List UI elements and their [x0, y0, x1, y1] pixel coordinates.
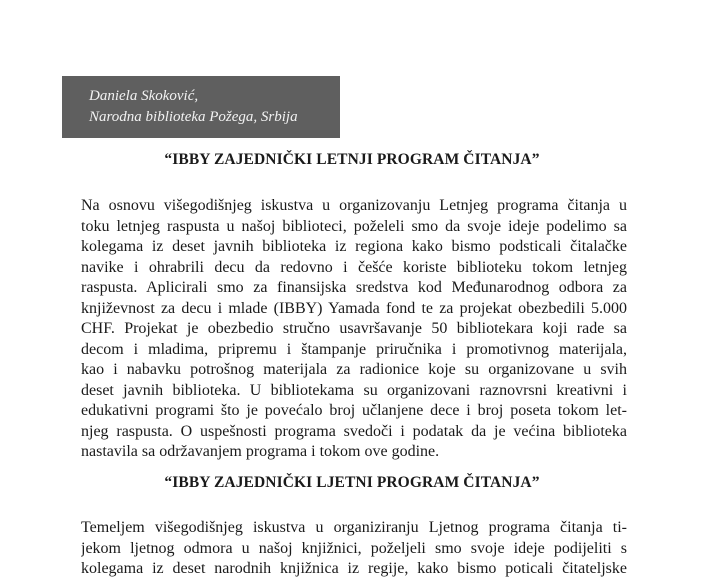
author-affiliation: Narodna biblioteka Požega, Srbija [89, 109, 298, 125]
section-heading: “IBBY ZAJEDNIČKI LJETNI PROGRAM ČITANJA” [164, 474, 540, 491]
paragraph-line: nastavila sa održavanjem programa i tokom ove godine. [81, 443, 440, 460]
paragraph-line: Temeljem višegodišnjeg iskustva u organiziranju Ljetnog programa čitanja ti- [81, 519, 627, 536]
section-paragraph [81, 518, 627, 580]
paragraph-line: kolegama iz deset narodnih knjižnica iz regije, kako bismo poticali čitateljske [81, 560, 627, 577]
paragraph-line: deset javnih biblioteka. U bibliotekama su organizovani raznovrsni kreativni i [81, 381, 627, 399]
paragraph-line: CHF. Projekat je obezbedio stručno usavršavanje 50 bibliotekara koji rade sa [81, 320, 627, 337]
paragraph-line: toku letnjeg raspusta u našoj biblioteci, poželeli smo da svoje ideje podelimo sa [81, 217, 627, 235]
paragraph-line: decom i mladima, pripremu i štampanje priručnika i promotivnog materijala, [81, 340, 627, 358]
paragraph-line: jekom ljetnog odmora u našoj knjižnici, poželjeli smo svoje ideje podijeliti s [81, 539, 627, 557]
author-box [62, 76, 340, 138]
paragraph-line: kolegama iz deset javnih biblioteka iz regiona kako bismo podsticali čitalačke [81, 238, 627, 255]
paragraph-line: edukativni programi što je povećalo broj učlanjene dece i broj poseta tokom let- [81, 402, 627, 419]
paragraph-line: raspusta. Aplicirali smo za finansijska sredstva kod Međunarodnog odbora za [81, 279, 627, 296]
paragraph-line: njeg raspusta. O uspešnosti programa svedoči i podatak da je većina biblioteka [81, 422, 627, 440]
paragraph-line: književnost za decu i mlade (IBBY) Yamada fond te za projekat obezbedili 5.000 [81, 299, 627, 317]
section-heading: “IBBY ZAJEDNIČKI LETNJI PROGRAM ČITANJA” [164, 151, 540, 168]
section-paragraph [81, 196, 627, 463]
paragraph-line: kao i nabavku potrošnog materijala za radionice koje su organizovane u svih [81, 361, 627, 378]
paragraph-line: navike i ohrabrili decu da redovno i češće koriste biblioteku tokom letnjeg [81, 258, 627, 276]
paragraph-line: Na osnovu višegodišnjeg iskustva u organizovanju Letnjeg programa čitanja u [81, 197, 627, 214]
author-name: Daniela Skoković, [89, 88, 199, 104]
